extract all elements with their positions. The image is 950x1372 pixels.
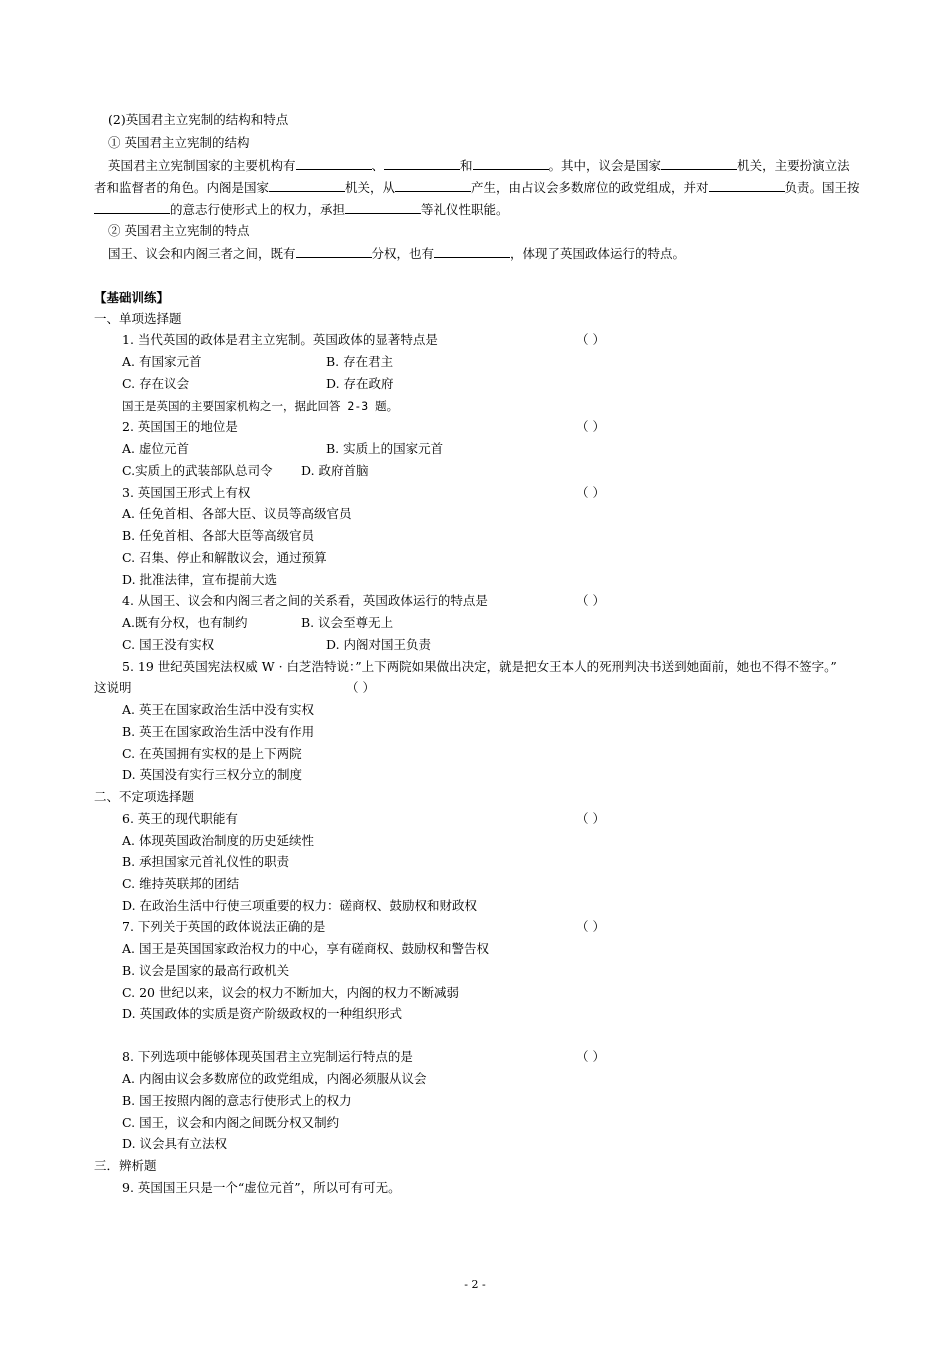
option[interactable]: B. 实质上的国家元首 — [326, 441, 444, 456]
option[interactable]: B. 国王按照内阁的意志行使形式上的权力 — [122, 1093, 352, 1108]
training-title: 【基础训练】 — [94, 290, 170, 305]
answer-paren[interactable]: （ ） — [576, 593, 605, 608]
question-4-stem: 4. 从国王、议会和内阁三者之间的关系看，英国政体运行的特点是 — [122, 593, 488, 608]
option[interactable]: D. 在政治生活中行使三项重要的权力：磋商权、鼓励权和财政权 — [122, 898, 478, 913]
question-6-stem: 6. 英王的现代职能有 — [122, 811, 238, 826]
part2-title: 二、不定项选择题 — [94, 789, 195, 804]
text: 者和监督者的角色。内阁是国家 — [94, 180, 270, 195]
part3-title: 三．辨析题 — [94, 1158, 157, 1173]
option[interactable]: A. 英王在国家政治生活中没有实权 — [122, 702, 314, 717]
question-2-3-intro: 国王是英国的主要国家机构之一，据此回答 2-3 题。 — [122, 399, 399, 413]
blank-field[interactable] — [94, 201, 170, 214]
option[interactable]: A.既有分权，也有制约 — [122, 615, 248, 630]
option[interactable]: B. 议会至尊无上 — [301, 615, 394, 630]
answer-paren[interactable]: （ ） — [576, 1049, 605, 1064]
option[interactable]: C. 20 世纪以来，议会的权力不断加大，内阁的权力不断减弱 — [122, 985, 459, 1000]
answer-paren[interactable]: （ ） — [576, 811, 605, 826]
text: 产生，由占议会多数席位的政党组成，并对 — [471, 180, 709, 195]
option[interactable]: D. 议会具有立法权 — [122, 1136, 228, 1151]
question-9-stem: 9. 英国国王只是一个“虚位元首”，所以可有可无。 — [122, 1180, 401, 1195]
option[interactable]: C. 维持英联邦的团结 — [122, 876, 240, 891]
question-5-stem-cont: 这说明 — [94, 680, 132, 695]
text: 机关，从 — [345, 180, 396, 195]
question-2-stem: 2. 英国国王的地位是 — [122, 419, 238, 434]
option[interactable]: B. 议会是国家的最高行政机关 — [122, 963, 290, 978]
option[interactable]: D. 批准法律，宣布提前大选 — [122, 572, 278, 587]
answer-paren[interactable]: （ ） — [346, 680, 375, 695]
option[interactable]: C. 存在议会 — [122, 376, 190, 391]
option[interactable]: C. 国王没有实权 — [122, 637, 215, 652]
blank-field[interactable] — [296, 157, 372, 170]
blank-field[interactable] — [434, 245, 510, 258]
question-8-stem: 8. 下列选项中能够体现英国君主立宪制运行特点的是 — [122, 1049, 413, 1064]
text: 、 — [371, 158, 385, 173]
option[interactable]: C. 在英国拥有实权的是上下两院 — [122, 746, 302, 761]
blank-field[interactable] — [384, 157, 460, 170]
structure-line-2 — [94, 179, 860, 196]
answer-paren[interactable]: （ ） — [576, 919, 605, 934]
text: 机关，主要扮演立法 — [737, 158, 850, 173]
option[interactable]: D. 政府首脑 — [301, 463, 369, 478]
option[interactable]: C.实质上的武装部队总司令 — [122, 463, 273, 478]
text: ，体现了英国政体运行的特点。 — [510, 246, 686, 261]
part1-title: 一、单项选择题 — [94, 311, 182, 326]
text: 等礼仪性职能。 — [421, 202, 509, 217]
option[interactable]: B. 存在君主 — [326, 354, 394, 369]
option[interactable]: B. 英王在国家政治生活中没有作用 — [122, 724, 315, 739]
blank-field[interactable] — [296, 245, 372, 258]
feature-line — [108, 245, 685, 262]
blank-field[interactable] — [395, 179, 471, 192]
option[interactable]: D. 内阁对国王负责 — [326, 637, 432, 652]
blank-field[interactable] — [709, 179, 785, 192]
option[interactable]: D. 英国政体的实质是资产阶级政权的一种组织形式 — [122, 1006, 403, 1021]
blank-field[interactable] — [661, 157, 737, 170]
answer-paren[interactable]: （ ） — [576, 332, 605, 347]
option[interactable]: C. 召集、停止和解散议会，通过预算 — [122, 550, 327, 565]
blank-field[interactable] — [345, 201, 421, 214]
subsection-feature-title: ② 英国君主立宪制的特点 — [108, 223, 250, 238]
option[interactable]: A. 体现英国政治制度的历史延续性 — [122, 833, 314, 848]
question-1-stem: 1. 当代英国的政体是君主立宪制。英国政体的显著特点是 — [122, 332, 438, 347]
option[interactable]: D. 存在政府 — [326, 376, 394, 391]
text: 英国君主立宪制国家的主要机构有 — [108, 158, 296, 173]
option[interactable]: B. 任免首相、各部大臣等高级官员 — [122, 528, 315, 543]
structure-line-1 — [108, 157, 850, 174]
text: 和 — [460, 158, 473, 173]
text: 的意志行使形式上的权力，承担 — [170, 202, 346, 217]
option[interactable]: C. 国王，议会和内阁之间既分权又制约 — [122, 1115, 340, 1130]
option[interactable]: D. 英国没有实行三权分立的制度 — [122, 767, 303, 782]
blank-field[interactable] — [473, 157, 549, 170]
text: 负责。国王按 — [784, 180, 860, 195]
option[interactable]: A. 有国家元首 — [122, 354, 202, 369]
option[interactable]: A. 国王是英国国家政治权力的中心，享有磋商权、鼓励权和警告权 — [122, 941, 489, 956]
structure-line-3 — [94, 201, 509, 218]
option[interactable]: A. 内阁由议会多数席位的政党组成，内阁必须服从议会 — [122, 1071, 427, 1086]
answer-paren[interactable]: （ ） — [576, 485, 605, 500]
option[interactable]: A. 虚位元首 — [122, 441, 189, 456]
subsection-structure-title: ① 英国君主立宪制的结构 — [108, 135, 250, 150]
text: 国王、议会和内阁三者之间，既有 — [108, 246, 296, 261]
question-5-stem: 5. 19 世纪英国宪法权威 W · 白芝浩特说：”上下两院如果做出决定，就是把女王本人的死刑判决书送到她面前，她也不得不签字。” — [122, 659, 837, 674]
answer-paren[interactable]: （ ） — [576, 419, 605, 434]
page-number: - 2 - — [464, 1278, 486, 1291]
section-title: (2)英国君主立宪制的结构和特点 — [108, 112, 289, 127]
question-7-stem: 7. 下列关于英国的政体说法正确的是 — [122, 919, 326, 934]
blank-field[interactable] — [269, 179, 345, 192]
option[interactable]: A. 任免首相、各部大臣、议员等高级官员 — [122, 506, 352, 521]
text: 分权，也有 — [371, 246, 435, 261]
question-3-stem: 3. 英国国王形式上有权 — [122, 485, 251, 500]
option[interactable]: B. 承担国家元首礼仪性的职责 — [122, 854, 290, 869]
text: 。其中，议会是国家 — [548, 158, 662, 173]
